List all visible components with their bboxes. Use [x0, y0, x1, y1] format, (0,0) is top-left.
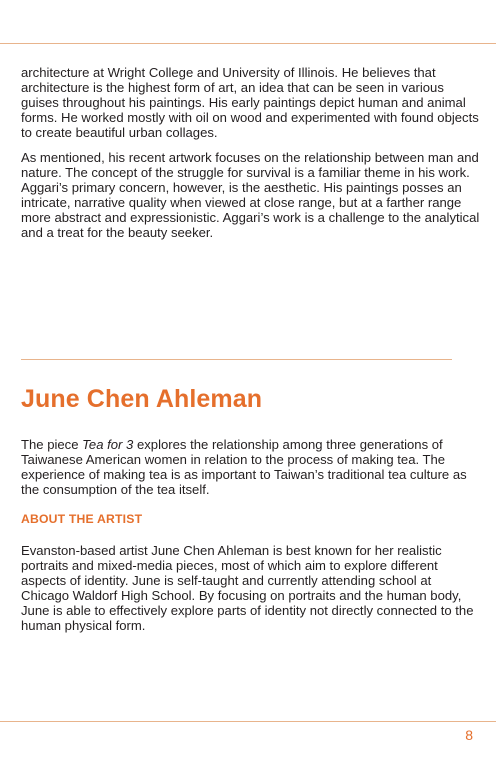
- piece-description-text: explores the relationship among three generations of Taiwanese American women in relation to the process of making tea. The experience of making tea is as important to Taiwan’s traditional tea culture as the consumption of the tea itself.: [21, 437, 467, 498]
- artist-name-heading: June Chen Ahleman: [21, 385, 263, 413]
- previous-artist-paragraph-2: As mentioned, his recent artwork focuses on the relationship between man and nature. The concept of the struggle for survival is a familiar theme in his work. Aggari’s primary concern, however, is the aesthetic. His paintings posses an intricate, narrative quality when viewed at close range, but at a farther range more abstract and expressionistic. Aggari’s work is a challenge to the analytical and a treat for the beauty seeker.: [21, 150, 480, 241]
- about-artist-text: Evanston-based artist June Chen Ahleman is best known for her realistic portraits and mixed-media pieces, most of which aim to explore different aspects of identity. June is self-taught and currently attending school at Chicago Waldorf High School. By focusing on portraits and the human body, June is able to effectively explore parts of identity not directly connected to the human physical form.: [21, 543, 474, 634]
- piece-title: Tea for 3: [82, 437, 134, 452]
- section-divider: [21, 359, 452, 360]
- footer-rule: [0, 721, 496, 722]
- piece-description: [21, 437, 481, 497]
- header-rule: [0, 43, 496, 44]
- previous-artist-paragraph-1: architecture at Wright College and University of Illinois. He believes that architecture is the highest form of art, an idea that can be seen in various guises throughout his paintings. His early paintings depict human and animal forms. He worked mostly with oil on wood and experimented with found objects to create beautiful urban collages.: [21, 65, 479, 141]
- piece-intro: The piece: [21, 437, 83, 452]
- about-artist-heading: ABOUT THE ARTIST: [21, 512, 143, 526]
- page-number: 8: [465, 727, 473, 743]
